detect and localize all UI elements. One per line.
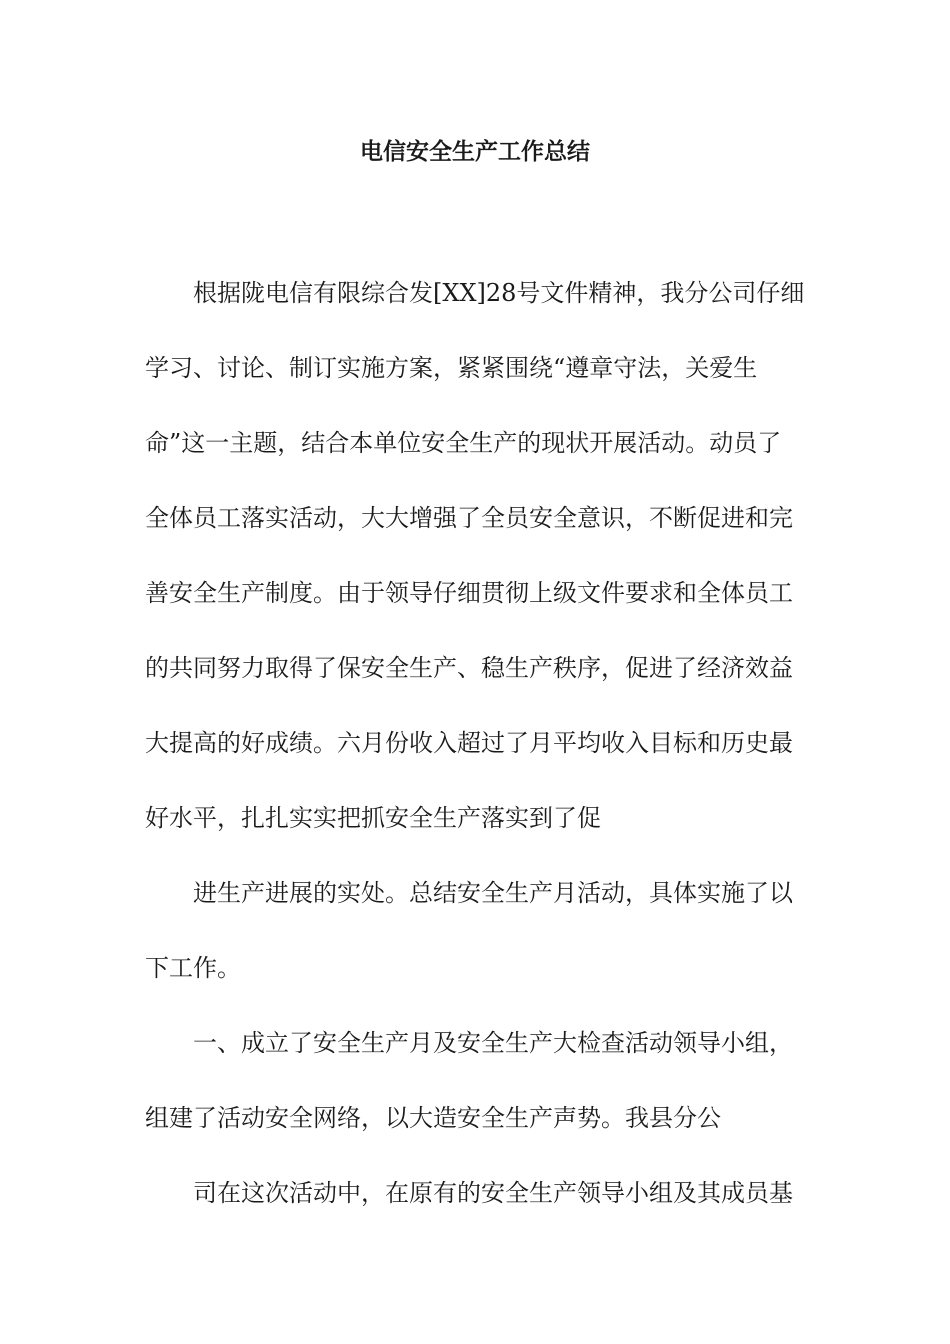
text-line: 进生产进展的实处。总结安全生产月活动，具体实施了以 — [193, 879, 793, 907]
text-line: 组建了活动安全网络，以大造安全生产声势。我县分公 — [145, 1104, 721, 1132]
text-line: 的共同努力取得了保安全生产、稳生产秩序，促进了经济效益 — [145, 654, 793, 682]
text-line: 司在这次活动中，在原有的安全生产领导小组及其成员基 — [193, 1179, 793, 1207]
text-line: 下工作。 — [145, 954, 241, 982]
text-line: 全体员工落实活动，大大增强了全员安全意识，不断促进和完 — [145, 504, 793, 532]
text-line: 好水平，扎扎实实把抓安全生产落实到了促 — [145, 804, 601, 832]
text-line: 根据陇电信有限综合发[XX]28号文件精神，我分公司仔细 — [193, 279, 805, 307]
text-line: 一、成立了安全生产月及安全生产大检查活动领导小组， — [193, 1029, 793, 1057]
text-line: 大提高的好成绩。六月份收入超过了月平均收入目标和历史最 — [145, 729, 793, 757]
paragraph-1 — [145, 256, 815, 856]
paragraph-2 — [145, 856, 815, 1006]
text-line: 学习、讨论、制订实施方案，紧紧围绕“遵章守法，关爱生 — [145, 354, 758, 382]
document-title: 电信安全生产工作总结 — [360, 139, 590, 165]
paragraph-3 — [145, 1006, 815, 1156]
text-line: 命”这一主题，结合本单位安全生产的现状开展活动。动员了 — [145, 429, 782, 457]
document-body — [145, 256, 815, 1231]
paragraph-4 — [145, 1156, 815, 1231]
text-line: 善安全生产制度。由于领导仔细贯彻上级文件要求和全体员工 — [145, 579, 793, 607]
